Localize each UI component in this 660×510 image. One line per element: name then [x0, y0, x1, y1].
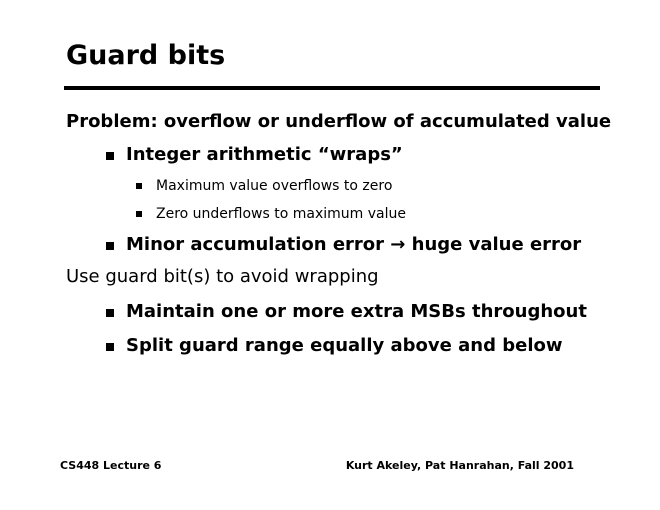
square-bullet-icon [106, 309, 114, 317]
bullet-text: Integer arithmetic “wraps” [126, 144, 403, 165]
bullet-level2-integer-wraps [106, 145, 403, 166]
bullet-text: Use guard bit(s) to avoid wrapping [66, 266, 379, 287]
bullet-text: Maintain one or more extra MSBs throughout [126, 301, 587, 322]
slide-title: Guard bits [66, 40, 226, 71]
bullet-text: Minor accumulation error → huge value error [126, 234, 582, 255]
bullet-text: Split guard range equally above and below [126, 335, 563, 356]
square-bullet-icon [136, 183, 142, 189]
bullet-text: Problem: overflow or underflow of accumulated value [66, 111, 612, 132]
square-bullet-icon [106, 152, 114, 160]
bullet-level2-maintain-msbs [106, 302, 587, 323]
square-bullet-icon [136, 211, 142, 217]
bullet-text: Zero underflows to maximum value [156, 206, 406, 222]
footer-course: CS448 Lecture 6 [60, 459, 162, 472]
bullet-level1-use-guard-bits [66, 267, 379, 288]
title-underline [64, 86, 600, 90]
square-bullet-icon [106, 343, 114, 351]
bullet-level2-minor-error [106, 235, 581, 256]
footer-authors: Kurt Akeley, Pat Hanrahan, Fall 2001 [345, 459, 574, 472]
bullet-text: Maximum value overflows to zero [156, 178, 393, 194]
bullet-level1-problem [66, 112, 611, 133]
square-bullet-icon [106, 242, 114, 250]
bullet-level3-zero-underflows [136, 206, 406, 222]
bullet-level2-split-guard-range [106, 336, 563, 357]
bullet-level3-max-overflows [136, 178, 392, 194]
